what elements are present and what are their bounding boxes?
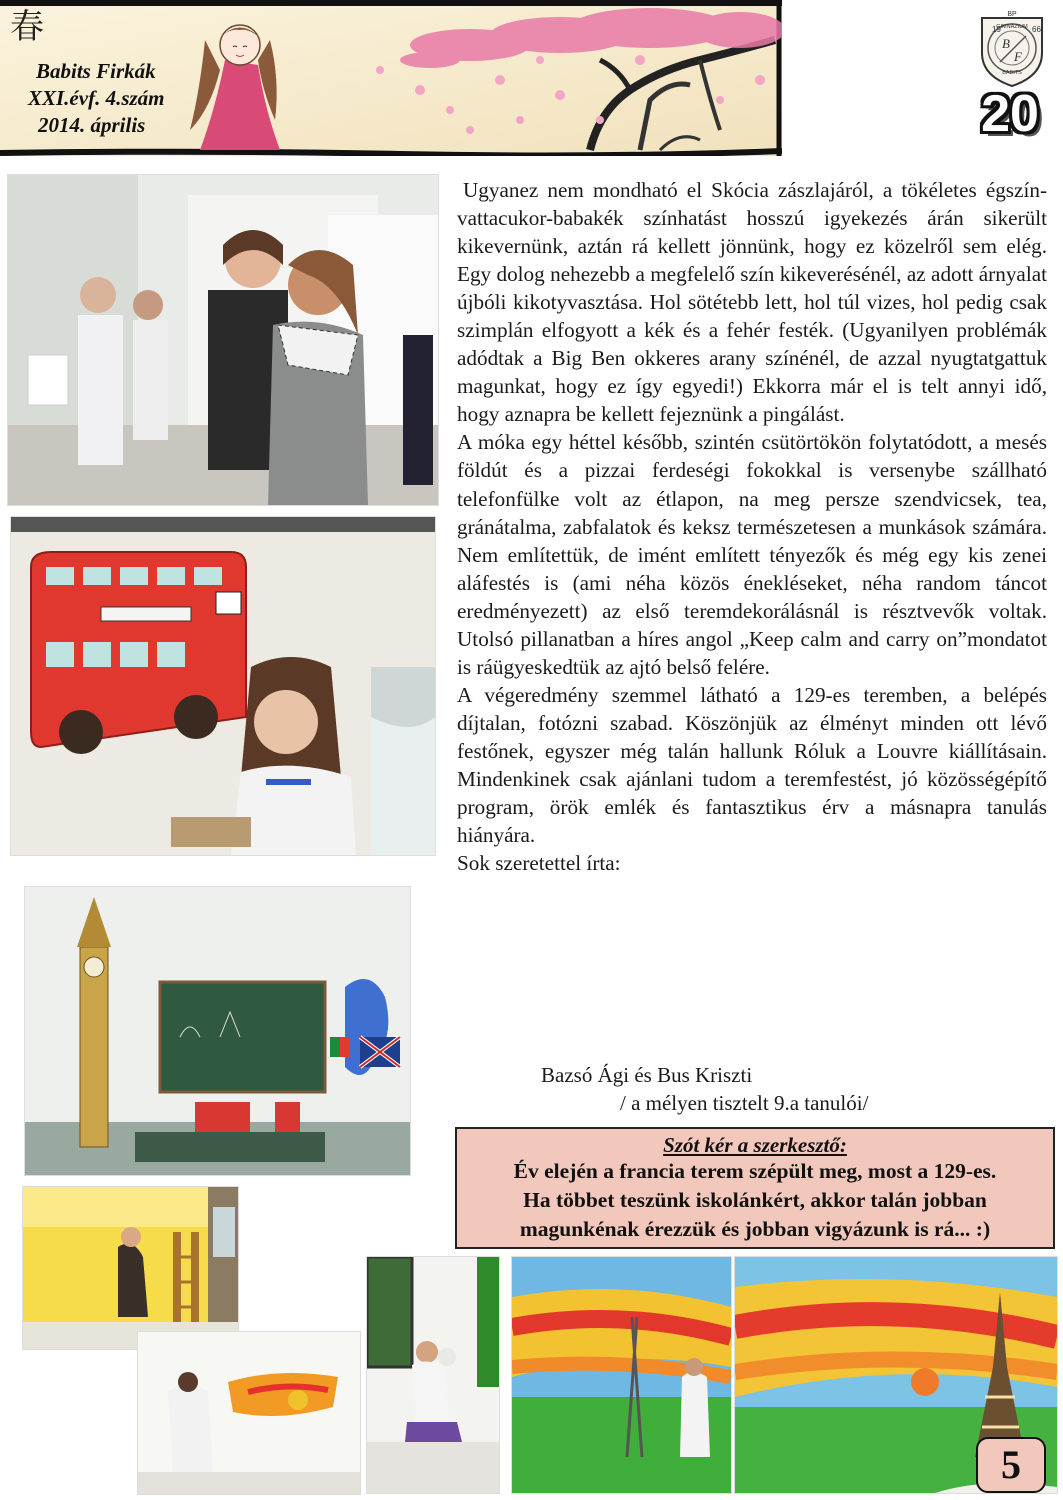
crest-label: BABITS (1002, 70, 1022, 76)
spring-glyph: 春 (10, 9, 44, 46)
crest-ring-text: GIMNÁZIUM (996, 24, 1028, 30)
magazine-title: Babits Firkák (36, 59, 156, 83)
school-crest (972, 8, 1052, 88)
magazine-issue: XXI.évf. 4.szám (28, 86, 165, 110)
crest-initial-f: F (1014, 49, 1022, 64)
article-paragraph: Ugyanez nem mondható el Skócia zászlajáról, a tökéletes égszín-vattacukor-babakék színhatást hosszú igyekezés árán sikerült kikevernünk, aztán rá kellett jönnünk, hogy ez közelről sem elég. Egy dolog nehezebb a megfelelő szín kikeverésénél, az adott árnyalat újbóli kikotyvasztása. Hol sötétebb lett, hol túl vizes, hol pedig csak szimplán elfogyott a kék és a fehér festék. (Ugyanilyen problémák adódtak a Big Ben okkeres arany színénél, de azzal nyugtatgattuk magunkat, hogy ez így egyedi!) Ekkorra már el is telt annyi idő, hogy aznapra be kellett fejeznünk a pingálást. (457, 178, 1047, 427)
article-authors: Bazsó Ági és Bus Kriszti (541, 1063, 753, 1087)
svg-text:BP: BP (1007, 11, 1017, 18)
photo-students-painting (7, 174, 439, 506)
article-signoff: Sok szeretettel írta: (457, 851, 621, 876)
editor-note-line: Ha többet teszünk iskolánkért, akkor talán jobban (523, 1188, 987, 1212)
article-paragraph: A végeredmény szemmel látható a 129-es teremben, a belépés díjtalan, fotózni szabad. Köszönjük az élményt minden ott lévő festőnek, egyszer még talán hallunk Róluk a Louvre kiállításain. Mindenkinek csak ajánlani tudom a teremfestést, jó közösségépítő program, örök emlék és fantasztikus érv a másnapra tanulás hiányára. (457, 682, 1047, 848)
magazine-date: 2014. április (38, 113, 146, 137)
crest-year-left: 19 (992, 25, 1001, 34)
photo-yellow-wall (22, 1186, 239, 1350)
photo-orange-sky (137, 1331, 361, 1495)
editor-note-line: Év elején a francia terem szépült meg, most a 129-es. (513, 1159, 997, 1183)
masthead-banner (0, 0, 782, 156)
photo-bus-mural (10, 516, 436, 856)
editor-note-box (455, 1127, 1055, 1249)
anniversary-number: 20 (981, 85, 1039, 143)
article-body (457, 176, 1047, 877)
editor-note-line: magunkénak érezzük és jobban vigyázunk is rá... :) (519, 1217, 991, 1241)
article-class-line: / a mélyen tisztelt 9.a tanulói/ (620, 1091, 869, 1115)
crest-initial-b: B (1002, 36, 1010, 51)
editor-note-title: Szót kér a szerkesztő: (663, 1133, 847, 1157)
photo-classroom-bigben (24, 886, 411, 1176)
photo-sunset-painting (511, 1256, 732, 1494)
article-paragraph: A móka egy héttel később, szintén csütörtökön folytatódott, a mesés földút és a pizzai ferdeségi fokokkal is versenybe szállható telefonfülke volt az étlapon, na meg persze szendvicsek, tea, gránátalma, zabfalatok és keksz természetesen a munkások számára. Nem említettük, de imént említett tényezők és még egy kis zenei aláfestés is (ami néha közös énekléseket, néha random táncot eredményezett) az első teremdekorálásnál is résztvevők voltak. Utolsó pillanatban a híres angol „Keep calm and carry on”mondatot is ráügyeskedtük az ajtó belső felére. (457, 430, 1047, 679)
crest-year-right: 66 (1032, 25, 1041, 34)
photo-window-painter (366, 1256, 500, 1494)
page-number: 5 (976, 1437, 1046, 1493)
